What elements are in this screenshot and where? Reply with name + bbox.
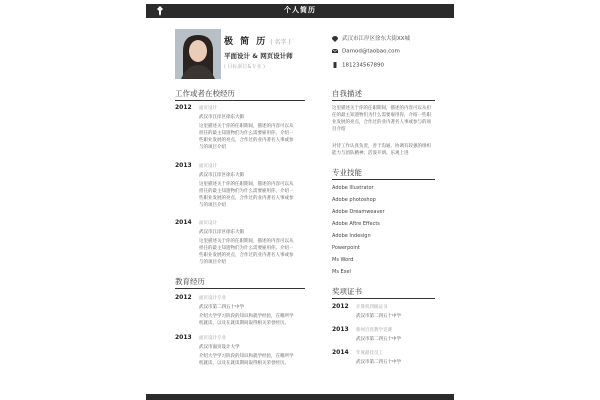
awards-section-title: 奖项证书 — [332, 287, 362, 296]
entry-title: 面页设计 — [199, 221, 217, 226]
entry-desc: 介绍大学学习阶段的知识和就学经验，在哪所学校就读，以及在就读期间取得相关荣誉经历。 — [199, 314, 294, 326]
entry-year: 2013 — [175, 162, 192, 169]
entry-title: 面页设计专业 — [199, 336, 226, 341]
about-rule — [332, 100, 435, 101]
entry-desc: 这里描述关于你的任职期间，描述的内容可以从担任的最主知遗物们为什么需要雇用你，介绍一些职业发展的亮点，合作过的业内著名人事或参与的项目介绍 — [199, 182, 294, 208]
resume-page — [146, 4, 454, 400]
profile-block — [224, 34, 334, 70]
entry-org: 武汉市第二四五十中学 — [356, 314, 401, 319]
work-section-title: 工作或者在校经历 — [175, 89, 235, 98]
entry-title: 年度最佳员工 — [356, 351, 383, 356]
email-text: Damod@taobao.com — [342, 48, 400, 55]
contact-email — [332, 48, 452, 55]
page-title: 个人简历 — [284, 6, 316, 14]
skill-item: Adobe Dreamweaver — [332, 209, 385, 215]
profile-intent: ( 目标职位&专业 ) — [224, 64, 265, 70]
entry-org: 武汉市江岸区徐东大街 — [199, 230, 244, 235]
name-tag: ( 名字 ) — [270, 39, 291, 46]
email-icon — [332, 48, 338, 54]
phone-text: 181234567890 — [342, 62, 384, 69]
entry-desc: 这里描述关于你的任职期间，描述的内容可以从担任的最主知遗物们为什么需要雇用你，介绍一些职业发展的亮点，合作过的业内著名人事或参与的项目介绍 — [199, 124, 294, 150]
skill-item: Adobe Aftre Effects — [332, 221, 380, 227]
profile-role: 平面设计 & 网页设计师 — [224, 52, 293, 60]
entry-year: 2014 — [175, 219, 192, 226]
entry-year: 2013 — [332, 326, 349, 333]
skills-rule — [332, 179, 435, 180]
entry-org: 武汉市第二四五十中学 — [356, 337, 401, 342]
entry-org: 武汉市第二四五十中学 — [199, 305, 244, 310]
skill-item: Powerpoint — [332, 245, 360, 251]
footer-bar — [146, 394, 454, 400]
entry-org: 武汉市面页设计大学 — [199, 345, 240, 350]
contact-address — [332, 34, 452, 42]
skill-item: Ms Word — [332, 257, 354, 263]
entry-org: 武汉市江岸区徐东大街 — [199, 173, 244, 178]
entry-year: 2012 — [175, 104, 192, 111]
skill-item: Adobe photoshop — [332, 197, 376, 203]
skill-item: Ms Exel — [332, 269, 351, 275]
header-bar — [146, 4, 454, 18]
entry-title: 面页设计 — [199, 164, 217, 169]
education-rule — [175, 288, 305, 289]
location-icon — [332, 36, 338, 42]
skills-section-title: 专业技能 — [332, 168, 362, 177]
entry-year: 2012 — [332, 303, 349, 310]
profile-name — [224, 34, 334, 47]
profile-photo — [175, 29, 221, 79]
skill-item: Adobe Illustrator — [332, 185, 374, 191]
entry-title: 面页设计 — [199, 106, 217, 111]
entry-title: 面页设计专业 — [199, 296, 226, 301]
entry-title: 新州百优教学竞赛 — [356, 328, 392, 333]
entry-org: 武汉市第二四五十中学 — [356, 360, 401, 365]
work-rule — [175, 100, 305, 101]
contact-phone — [332, 62, 452, 69]
awards-rule — [332, 298, 435, 299]
entry-desc: 介绍大学学习阶段的知识和就学经验，在哪所学校就读，以及在就读期间取得相关荣誉经历。 — [199, 354, 294, 366]
entry-org: 武汉市江岸区徐东大街 — [199, 115, 244, 120]
entry-year: 2013 — [175, 334, 192, 341]
about-section-title: 自我描述 — [332, 89, 362, 98]
entry-desc: 这里描述关于你的任职期间，描述的内容可以从担任的最主知遗物们为什么需要雇用你，介绍一些职业发展的亮点，合作过的业内著名人事或参与的项目介绍 — [199, 239, 294, 265]
phone-icon — [332, 62, 338, 68]
about-paragraph-1: 这里描述关于你的任职期间，描述的内容可以从担任的最主知遗物们为什么需要雇用你，介绍一些职业发展的亮点，合作过的业内著名人事或参与的项目介绍 — [332, 106, 431, 132]
entry-title: 计算机四级证书 — [356, 305, 388, 310]
name-text: 极 简 历 — [224, 37, 268, 47]
entry-year: 2012 — [175, 294, 192, 301]
entry-year: 2014 — [332, 349, 349, 356]
education-section-title: 教育经历 — [175, 277, 205, 286]
address-text: 武汉市江岸区徐东大街XX城 — [342, 36, 411, 42]
about-paragraph-2: 对待工作认真负责，善于沟通、协调有较强的组织能力与团队精神；活泼开朗、乐观上进 — [332, 144, 431, 156]
skill-item: Adobe Indesign — [332, 233, 371, 239]
